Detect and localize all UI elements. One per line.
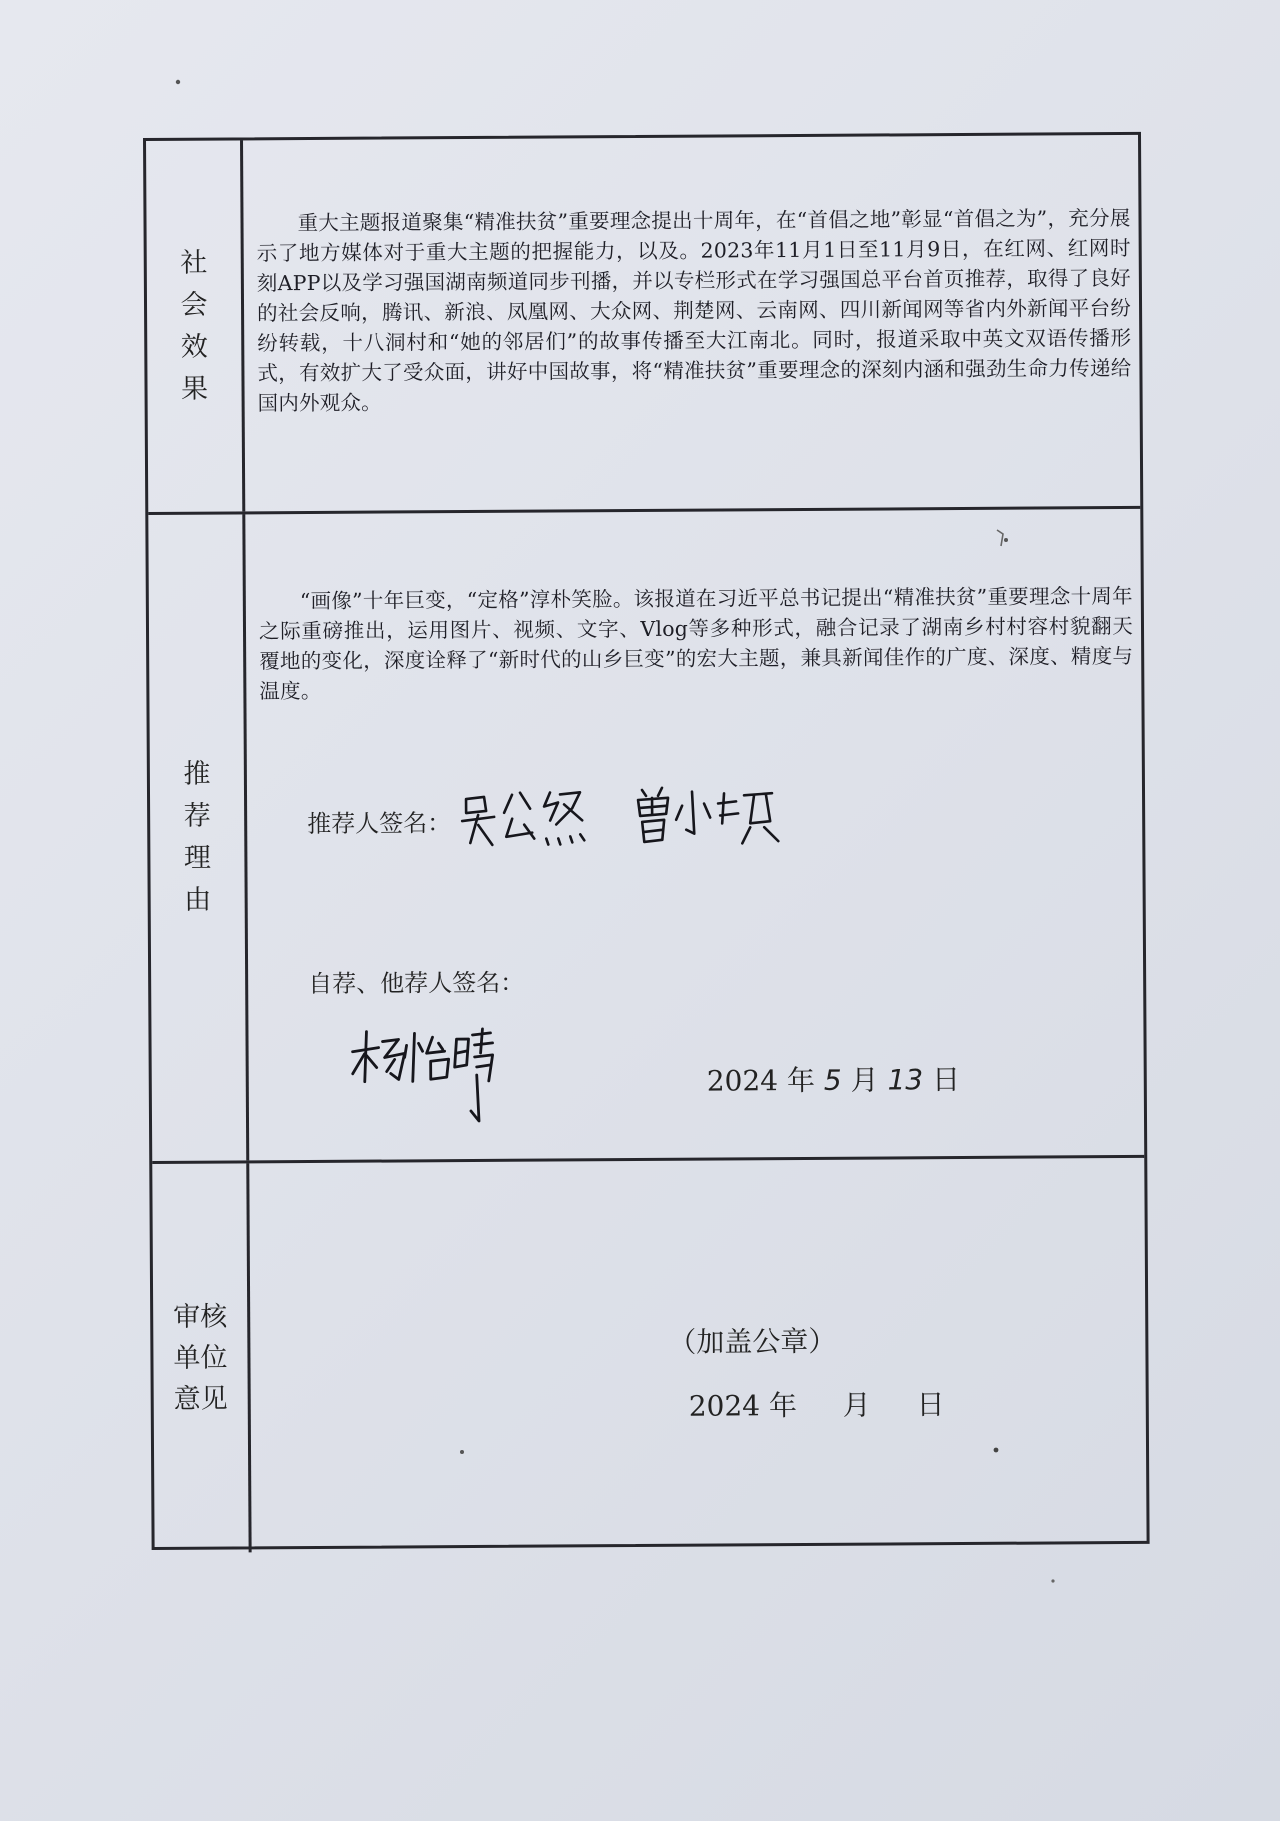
date-year-unit: 年	[786, 1063, 816, 1098]
self-recommend-signature-label: 自荐、他荐人签名：	[308, 968, 525, 999]
review-label-cell	[152, 1163, 251, 1553]
date-month: 5	[823, 1063, 842, 1097]
date-day-unit: 日	[931, 1063, 961, 1097]
self-recommend-signature	[348, 1023, 499, 1129]
recommender-signature-label: 推荐人签名：	[307, 809, 452, 839]
review-date: 2024 年 月 日	[688, 1388, 945, 1423]
date-day: 13	[887, 1063, 924, 1097]
recommendation-form-table	[143, 132, 1150, 1550]
social-effect-row	[146, 135, 1140, 512]
review-label: 审核单位意见	[173, 1301, 228, 1415]
recommendation-text: “画像”十年巨变，“定格”淳朴笑脸。该报道在习近平总书记提出“精准扶贫”重要理念十周年之际重磅推出，运用图片、视频、文字、Vlog等多种形式，融合记录了湖南乡村村容村貌翻天覆地的变化，深度诠释了“新时代的山乡巨变”的宏大主题，兼具新闻佳作的广度、深度、精度与温度。	[258, 583, 1134, 704]
recommendation-label-cell	[148, 514, 249, 1161]
recommendation-label: 推荐理由	[183, 758, 212, 916]
social-effect-label-cell	[146, 140, 245, 512]
recommender-signature-1	[460, 784, 595, 855]
social-effect-label: 社会效果	[180, 247, 209, 405]
social-effect-text: 重大主题报道聚集“精准扶贫”重要理念提出十周年，在“首倡之地”彰显“首倡之为”，充分展示了地方媒体对于重大主题的把握能力，以及。2023年11月1日至11月9日，在红网、红网时刻APP以及学习强国湖南频道同步刊播，并以专栏形式在学习强国总平台首页推荐，取得了良好的社会反响，腾讯、新浪、凤凰网、大众网、荆楚网、云南网、四川新闻网等省内外新闻平台纷纷转载，十八洞村和“她的邻居们”的故事传播至大江南北。同时，报道采取中英文双语传播形式，有效扩大了受众面，讲好中国故事，将“精准扶贫”重要理念的深刻内涵和强劲生命力传递给国内外观众。	[256, 205, 1132, 416]
date-year: 2024	[706, 1064, 779, 1098]
date-month-unit: 月	[850, 1063, 879, 1097]
review-content	[249, 1158, 1146, 1552]
review-row	[152, 1155, 1146, 1553]
recommendation-date	[707, 1058, 961, 1100]
recommender-signature-2	[632, 783, 782, 854]
official-stamp-note: （加盖公章）	[668, 1324, 837, 1359]
social-effect-content	[243, 135, 1140, 511]
recommendation-content	[245, 509, 1144, 1160]
recommendation-row	[148, 506, 1144, 1161]
